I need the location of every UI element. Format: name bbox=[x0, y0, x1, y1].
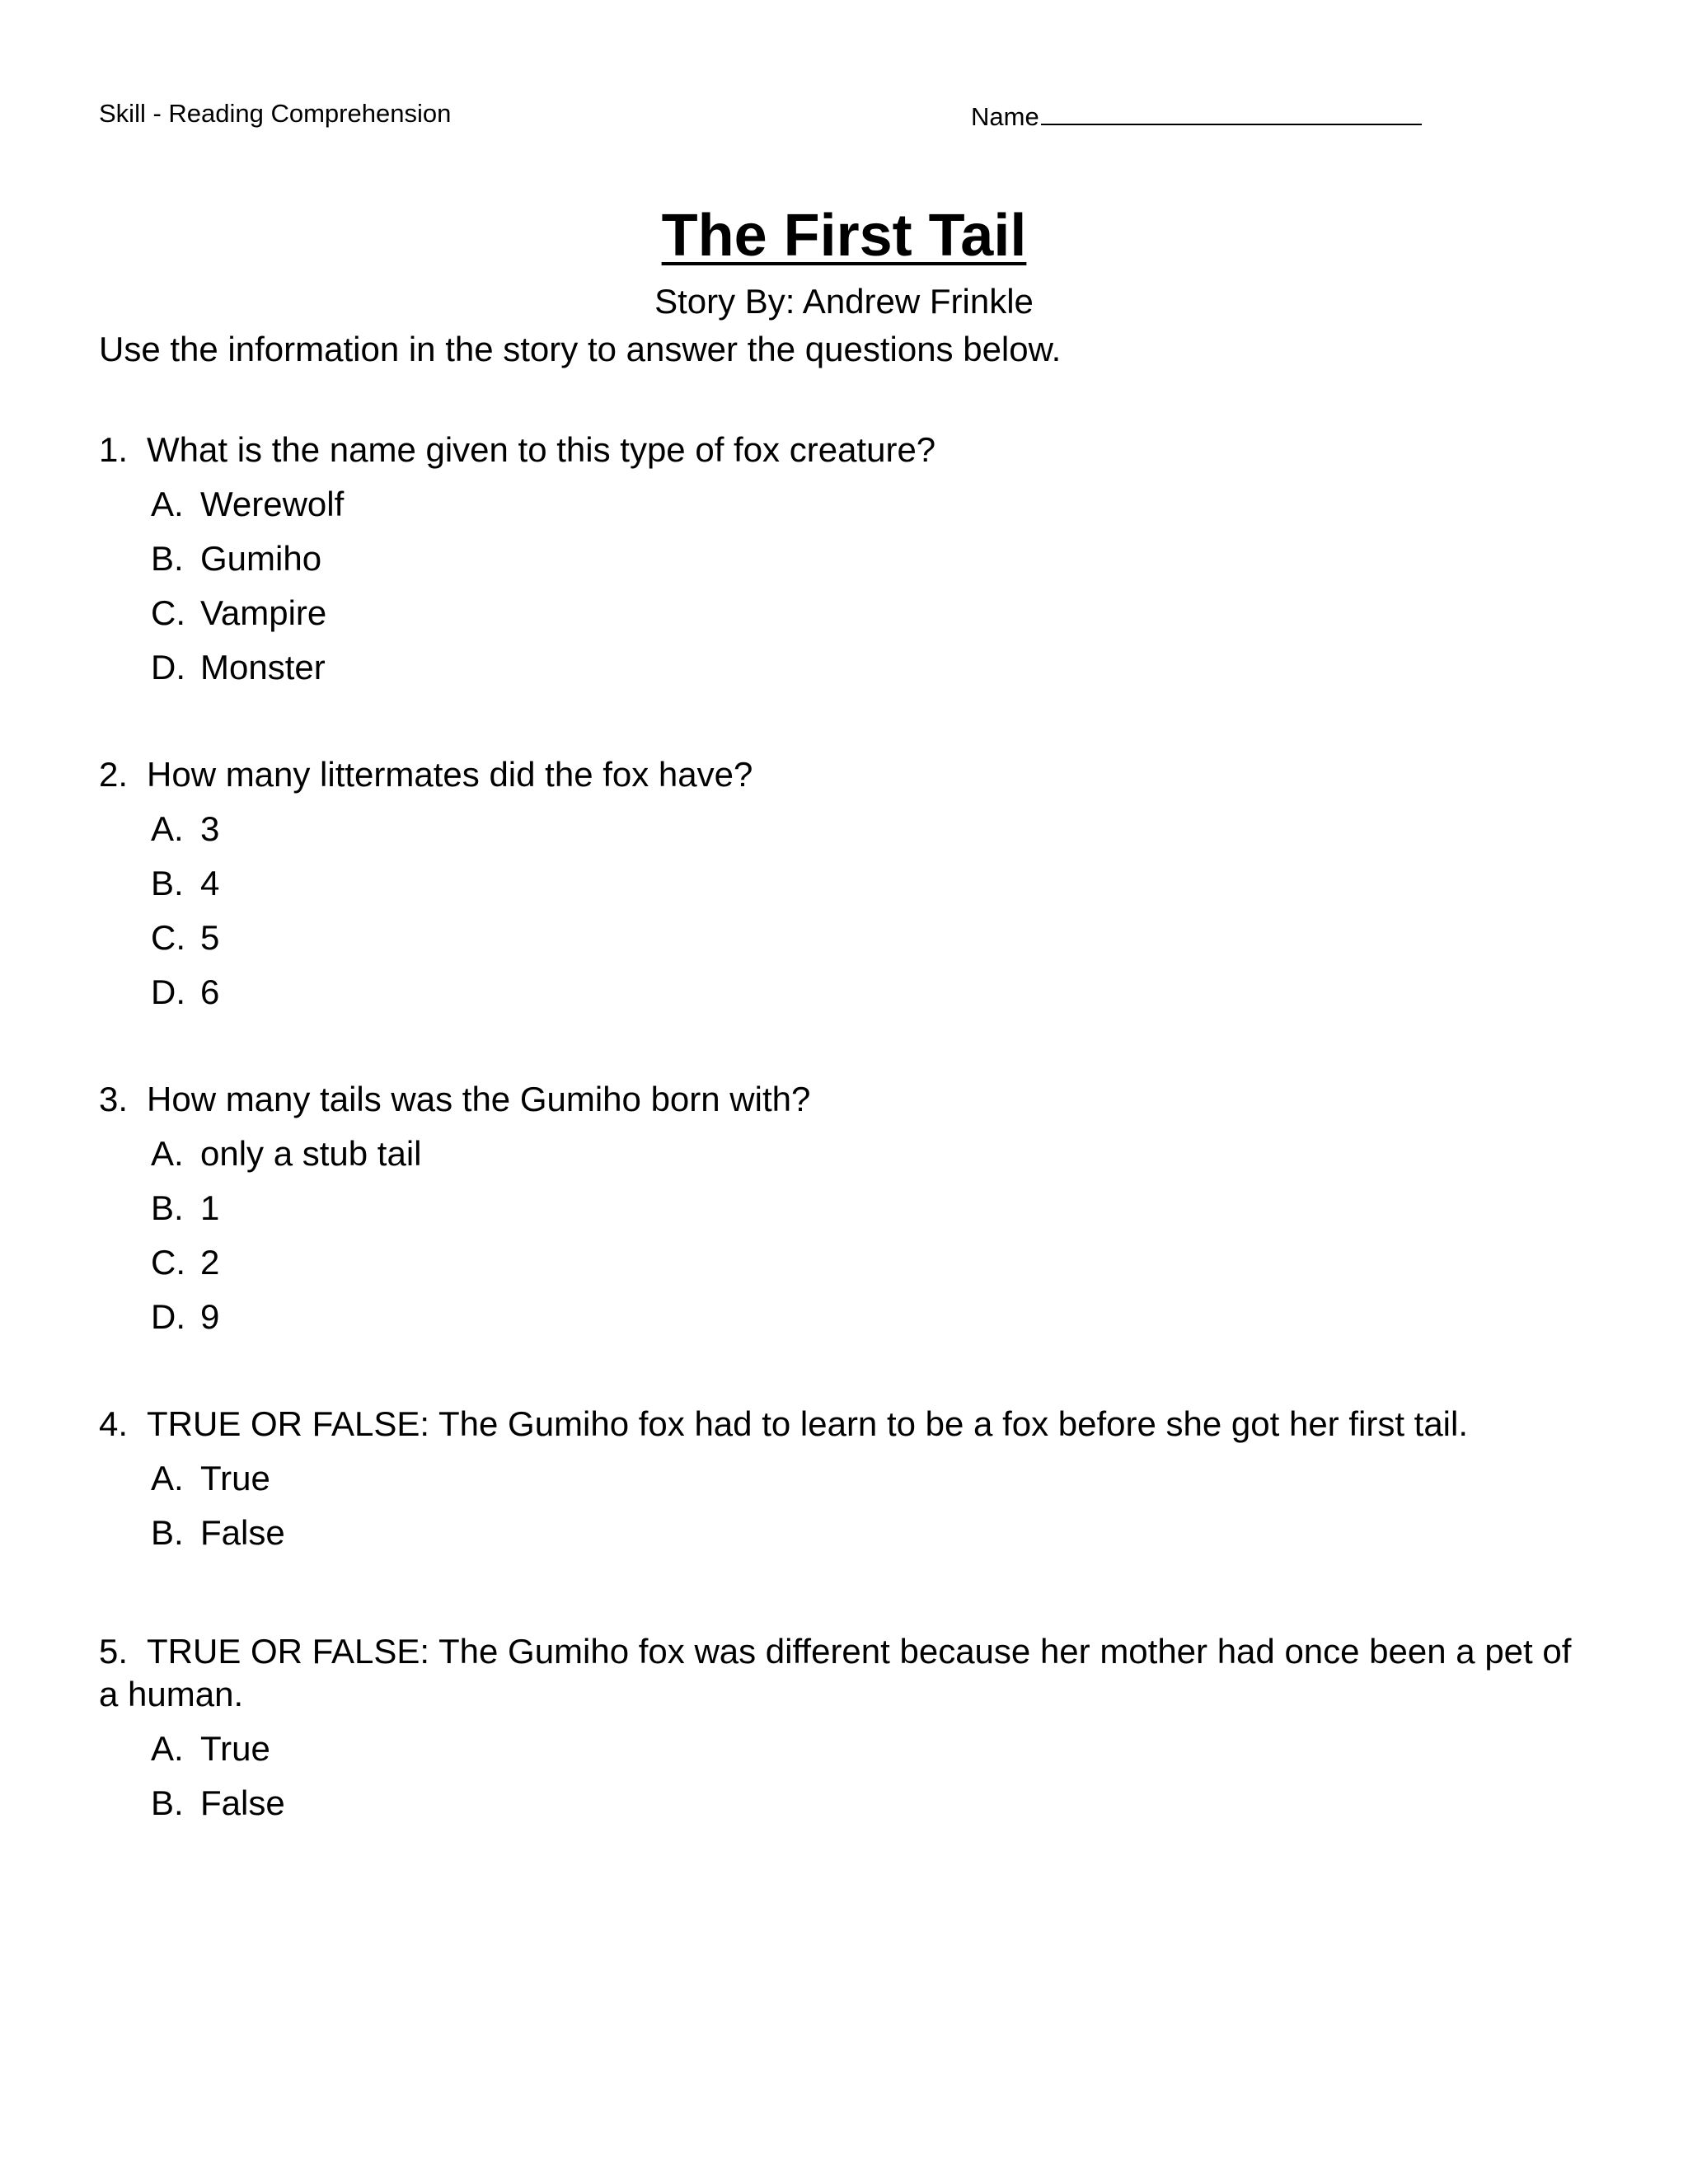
answer-option[interactable] bbox=[151, 1457, 1591, 1511]
answer-options bbox=[99, 1727, 1591, 1836]
instructions: Use the information in the story to answer the questions below. bbox=[99, 330, 1062, 368]
answer-option[interactable] bbox=[151, 592, 1591, 646]
question-2 bbox=[99, 753, 1591, 1025]
option-letter: A. bbox=[151, 809, 184, 848]
answer-options bbox=[99, 483, 1591, 701]
answer-option[interactable] bbox=[151, 483, 1591, 537]
answer-option[interactable] bbox=[151, 646, 1591, 701]
option-letter: A. bbox=[151, 1729, 184, 1768]
skill-label: Skill - Reading Comprehension bbox=[99, 99, 452, 128]
option-letter: B. bbox=[151, 1188, 184, 1227]
answer-options bbox=[99, 808, 1591, 1025]
option-text: Werewolf bbox=[200, 485, 345, 523]
name-blank-line[interactable] bbox=[1041, 99, 1422, 125]
option-letter: C. bbox=[151, 593, 185, 632]
answer-option[interactable] bbox=[151, 1296, 1591, 1350]
answer-option[interactable] bbox=[151, 1782, 1591, 1836]
answer-option[interactable] bbox=[151, 916, 1591, 971]
option-letter: B. bbox=[151, 539, 184, 578]
answer-option[interactable] bbox=[151, 971, 1591, 1025]
question-prompt: What is the name given to this type of fox creature? bbox=[147, 430, 936, 469]
option-text: 5 bbox=[200, 918, 220, 957]
question-text bbox=[99, 1630, 1591, 1716]
name-label: Name bbox=[971, 102, 1039, 131]
option-letter: B. bbox=[151, 1783, 184, 1822]
option-letter: D. bbox=[151, 972, 185, 1011]
question-number: 1. bbox=[99, 430, 129, 469]
question-prompt: TRUE OR FALSE: The Gumiho fox was different because her mother had once been a pet of a human. bbox=[99, 1632, 1572, 1713]
question-3 bbox=[99, 1078, 1591, 1350]
option-letter: B. bbox=[151, 1513, 184, 1552]
question-text bbox=[99, 429, 1591, 471]
option-text: Vampire bbox=[200, 593, 327, 632]
answer-option[interactable] bbox=[151, 1511, 1591, 1566]
option-letter: B. bbox=[151, 864, 184, 902]
question-number: 4. bbox=[99, 1404, 129, 1443]
question-5 bbox=[99, 1630, 1591, 1836]
option-text: 9 bbox=[200, 1297, 220, 1336]
option-letter: A. bbox=[151, 1459, 184, 1497]
page-title: The First Tail bbox=[661, 203, 1027, 269]
answer-option[interactable] bbox=[151, 1132, 1591, 1187]
question-text bbox=[99, 1078, 1591, 1121]
option-text: True bbox=[200, 1459, 270, 1497]
question-prompt: TRUE OR FALSE: The Gumiho fox had to learn to be a fox before she got her first tail. bbox=[147, 1404, 1469, 1443]
option-letter: C. bbox=[151, 918, 185, 957]
option-text: Gumiho bbox=[200, 539, 322, 578]
option-text: 6 bbox=[200, 972, 220, 1011]
answer-option[interactable] bbox=[151, 808, 1591, 862]
question-prompt: How many littermates did the fox have? bbox=[147, 755, 753, 794]
option-text: 1 bbox=[200, 1188, 220, 1227]
option-letter: D. bbox=[151, 648, 185, 687]
answer-option[interactable] bbox=[151, 862, 1591, 916]
option-text: 2 bbox=[200, 1243, 220, 1282]
answer-option[interactable] bbox=[151, 1727, 1591, 1782]
answer-options bbox=[99, 1132, 1591, 1350]
name-field[interactable] bbox=[971, 99, 1422, 132]
option-letter: A. bbox=[151, 1134, 184, 1173]
answer-option[interactable] bbox=[151, 537, 1591, 592]
option-letter: C. bbox=[151, 1243, 185, 1282]
option-text: Monster bbox=[200, 648, 326, 687]
option-letter: A. bbox=[151, 485, 184, 523]
option-text: only a stub tail bbox=[200, 1134, 422, 1173]
question-number: 5. bbox=[99, 1632, 129, 1671]
answer-option[interactable] bbox=[151, 1241, 1591, 1296]
option-text: False bbox=[200, 1783, 285, 1822]
option-text: 4 bbox=[200, 864, 220, 902]
option-text: True bbox=[200, 1729, 270, 1768]
question-number: 3. bbox=[99, 1080, 129, 1118]
option-text: 3 bbox=[200, 809, 220, 848]
answer-options bbox=[99, 1457, 1591, 1566]
question-4 bbox=[99, 1403, 1591, 1566]
question-text bbox=[99, 753, 1591, 796]
option-letter: D. bbox=[151, 1297, 185, 1336]
question-number: 2. bbox=[99, 755, 129, 794]
question-text bbox=[99, 1403, 1591, 1446]
question-prompt: How many tails was the Gumiho born with? bbox=[147, 1080, 811, 1118]
story-byline: Story By: Andrew Frinkle bbox=[654, 282, 1034, 321]
option-text: False bbox=[200, 1513, 285, 1552]
answer-option[interactable] bbox=[151, 1187, 1591, 1241]
question-1 bbox=[99, 429, 1591, 701]
